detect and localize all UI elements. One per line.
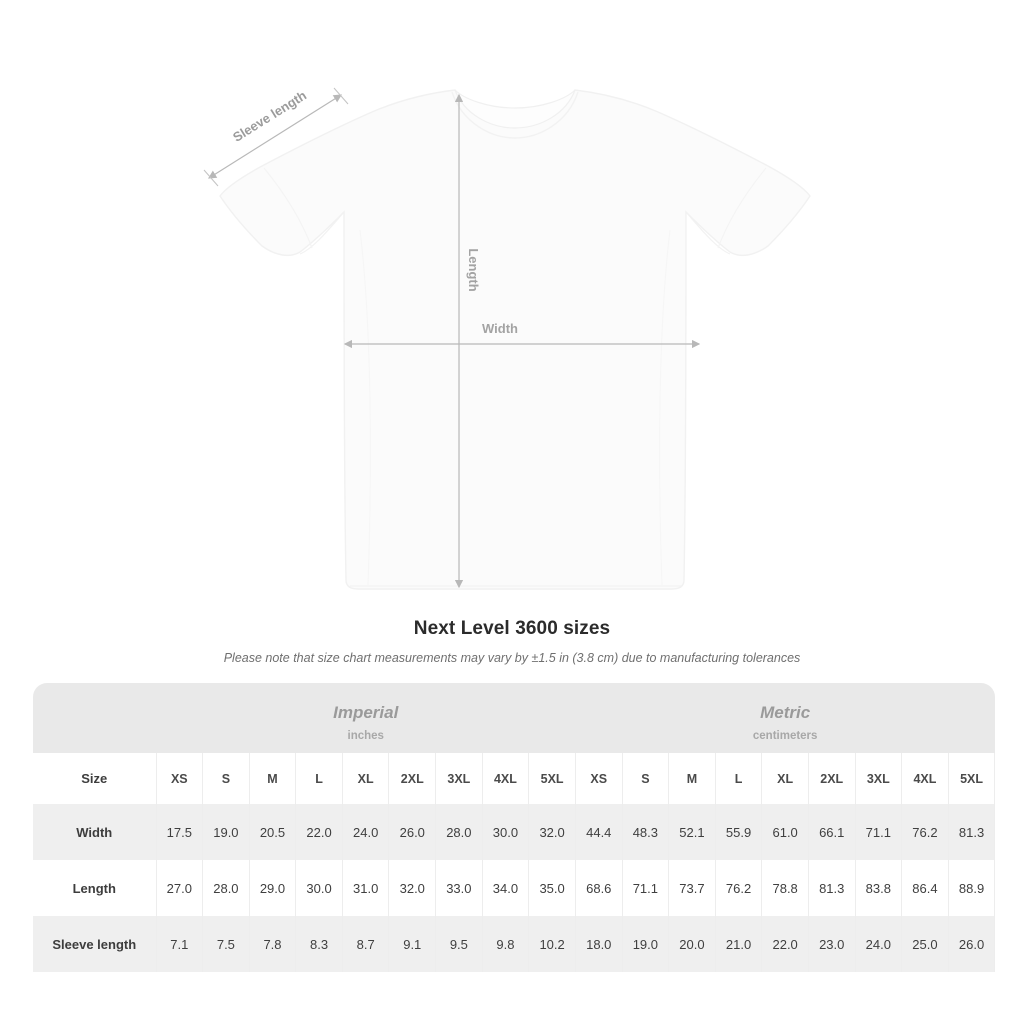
column-header-imperial-l: L [296, 753, 343, 804]
column-header-row [33, 753, 995, 804]
cell-length-imperial-3xl: 33.0 [436, 860, 483, 916]
cell-length-imperial-l: 30.0 [296, 860, 343, 916]
cell-length-metric-3xl: 83.8 [855, 860, 902, 916]
column-header-imperial-xl: XL [342, 753, 389, 804]
cell-sleeve-imperial-m: 7.8 [249, 916, 296, 972]
cell-width-metric-m: 52.1 [669, 804, 716, 860]
system-header-row [33, 683, 995, 725]
cell-sleeve-imperial-2xl: 9.1 [389, 916, 436, 972]
cell-width-metric-l: 55.9 [715, 804, 762, 860]
column-header-metric-xs: XS [575, 753, 622, 804]
cell-sleeve-metric-l: 21.0 [715, 916, 762, 972]
cell-width-imperial-xs: 17.5 [156, 804, 203, 860]
column-header-metric-4xl: 4XL [902, 753, 949, 804]
cell-width-imperial-l: 22.0 [296, 804, 343, 860]
cell-sleeve-imperial-s: 7.5 [203, 916, 250, 972]
shirt-shape [220, 87, 810, 589]
cell-width-metric-s: 48.3 [622, 804, 669, 860]
length-label: Length [466, 248, 481, 292]
cell-sleeve-imperial-4xl: 9.8 [482, 916, 529, 972]
row-label-length: Length [33, 860, 156, 916]
column-header-metric-5xl: 5XL [948, 753, 995, 804]
cell-width-metric-xl: 61.0 [762, 804, 809, 860]
cell-length-metric-xs: 68.6 [575, 860, 622, 916]
cell-width-metric-2xl: 66.1 [808, 804, 855, 860]
system-header-spacer [33, 683, 156, 725]
table-row [33, 916, 995, 972]
sleeve-length-label: Sleeve length [230, 87, 310, 145]
system-header-metric [575, 683, 994, 725]
cell-length-metric-m: 73.7 [669, 860, 716, 916]
cell-length-imperial-xs: 27.0 [156, 860, 203, 916]
column-header-metric-3xl: 3XL [855, 753, 902, 804]
cell-sleeve-imperial-xs: 7.1 [156, 916, 203, 972]
column-header-metric-s: S [622, 753, 669, 804]
cell-sleeve-metric-xl: 22.0 [762, 916, 809, 972]
cell-sleeve-imperial-xl: 8.7 [342, 916, 389, 972]
cell-sleeve-imperial-l: 8.3 [296, 916, 343, 972]
cell-sleeve-metric-5xl: 26.0 [948, 916, 995, 972]
row-label-sleeve-length: Sleeve length [33, 916, 156, 972]
cell-length-imperial-xl: 31.0 [342, 860, 389, 916]
table-row [33, 860, 995, 916]
column-header-metric-l: L [715, 753, 762, 804]
table-row [33, 804, 995, 860]
cell-width-imperial-4xl: 30.0 [482, 804, 529, 860]
cell-sleeve-metric-xs: 18.0 [575, 916, 622, 972]
cell-length-metric-xl: 78.8 [762, 860, 809, 916]
cell-length-metric-4xl: 86.4 [902, 860, 949, 916]
cell-sleeve-metric-m: 20.0 [669, 916, 716, 972]
cell-sleeve-metric-4xl: 25.0 [902, 916, 949, 972]
size-table-wrapper [33, 683, 995, 972]
cell-length-imperial-2xl: 32.0 [389, 860, 436, 916]
cell-sleeve-imperial-3xl: 9.5 [436, 916, 483, 972]
column-header-imperial-s: S [203, 753, 250, 804]
column-header-metric-2xl: 2XL [808, 753, 855, 804]
cell-sleeve-imperial-5xl: 10.2 [529, 916, 576, 972]
unit-header-spacer [33, 725, 156, 753]
column-header-imperial-2xl: 2XL [389, 753, 436, 804]
unit-header-row [33, 725, 995, 753]
unit-metric-cell [575, 725, 994, 753]
cell-length-metric-2xl: 81.3 [808, 860, 855, 916]
cell-length-metric-l: 76.2 [715, 860, 762, 916]
cell-sleeve-metric-s: 19.0 [622, 916, 669, 972]
cell-width-imperial-3xl: 28.0 [436, 804, 483, 860]
cell-sleeve-metric-2xl: 23.0 [808, 916, 855, 972]
column-header-imperial-5xl: 5XL [529, 753, 576, 804]
cell-width-metric-3xl: 71.1 [855, 804, 902, 860]
system-name-imperial: Imperial [333, 703, 399, 722]
cell-length-metric-s: 71.1 [622, 860, 669, 916]
cell-length-metric-5xl: 88.9 [948, 860, 995, 916]
cell-width-metric-xs: 44.4 [575, 804, 622, 860]
unit-imperial: inches [347, 730, 384, 742]
cell-width-metric-4xl: 76.2 [902, 804, 949, 860]
cell-length-imperial-4xl: 34.0 [482, 860, 529, 916]
cell-sleeve-metric-3xl: 24.0 [855, 916, 902, 972]
size-table [33, 683, 995, 972]
unit-metric: centimeters [752, 730, 818, 742]
cell-length-imperial-m: 29.0 [249, 860, 296, 916]
cell-width-metric-5xl: 81.3 [948, 804, 995, 860]
unit-imperial-cell [156, 725, 575, 753]
cell-width-imperial-5xl: 32.0 [529, 804, 576, 860]
tolerance-note: Please note that size chart measurements may vary by ±1.5 in (3.8 cm) due to manufacturing tolerances [223, 651, 801, 665]
width-label: Width [482, 321, 518, 336]
page-title: Next Level 3600 sizes [413, 618, 611, 639]
column-header-imperial-3xl: 3XL [436, 753, 483, 804]
system-header-imperial [156, 683, 575, 725]
cell-length-imperial-s: 28.0 [203, 860, 250, 916]
cell-length-imperial-5xl: 35.0 [529, 860, 576, 916]
column-header-size: Size [33, 753, 156, 804]
cell-width-imperial-m: 20.5 [249, 804, 296, 860]
title-block [0, 618, 1024, 665]
system-name-metric: Metric [760, 703, 811, 722]
column-header-metric-m: M [669, 753, 716, 804]
column-header-imperial-xs: XS [156, 753, 203, 804]
cell-width-imperial-xl: 24.0 [342, 804, 389, 860]
row-label-width: Width [33, 804, 156, 860]
column-header-imperial-m: M [249, 753, 296, 804]
column-header-imperial-4xl: 4XL [482, 753, 529, 804]
cell-width-imperial-2xl: 26.0 [389, 804, 436, 860]
column-header-metric-xl: XL [762, 753, 809, 804]
cell-width-imperial-s: 19.0 [203, 804, 250, 860]
